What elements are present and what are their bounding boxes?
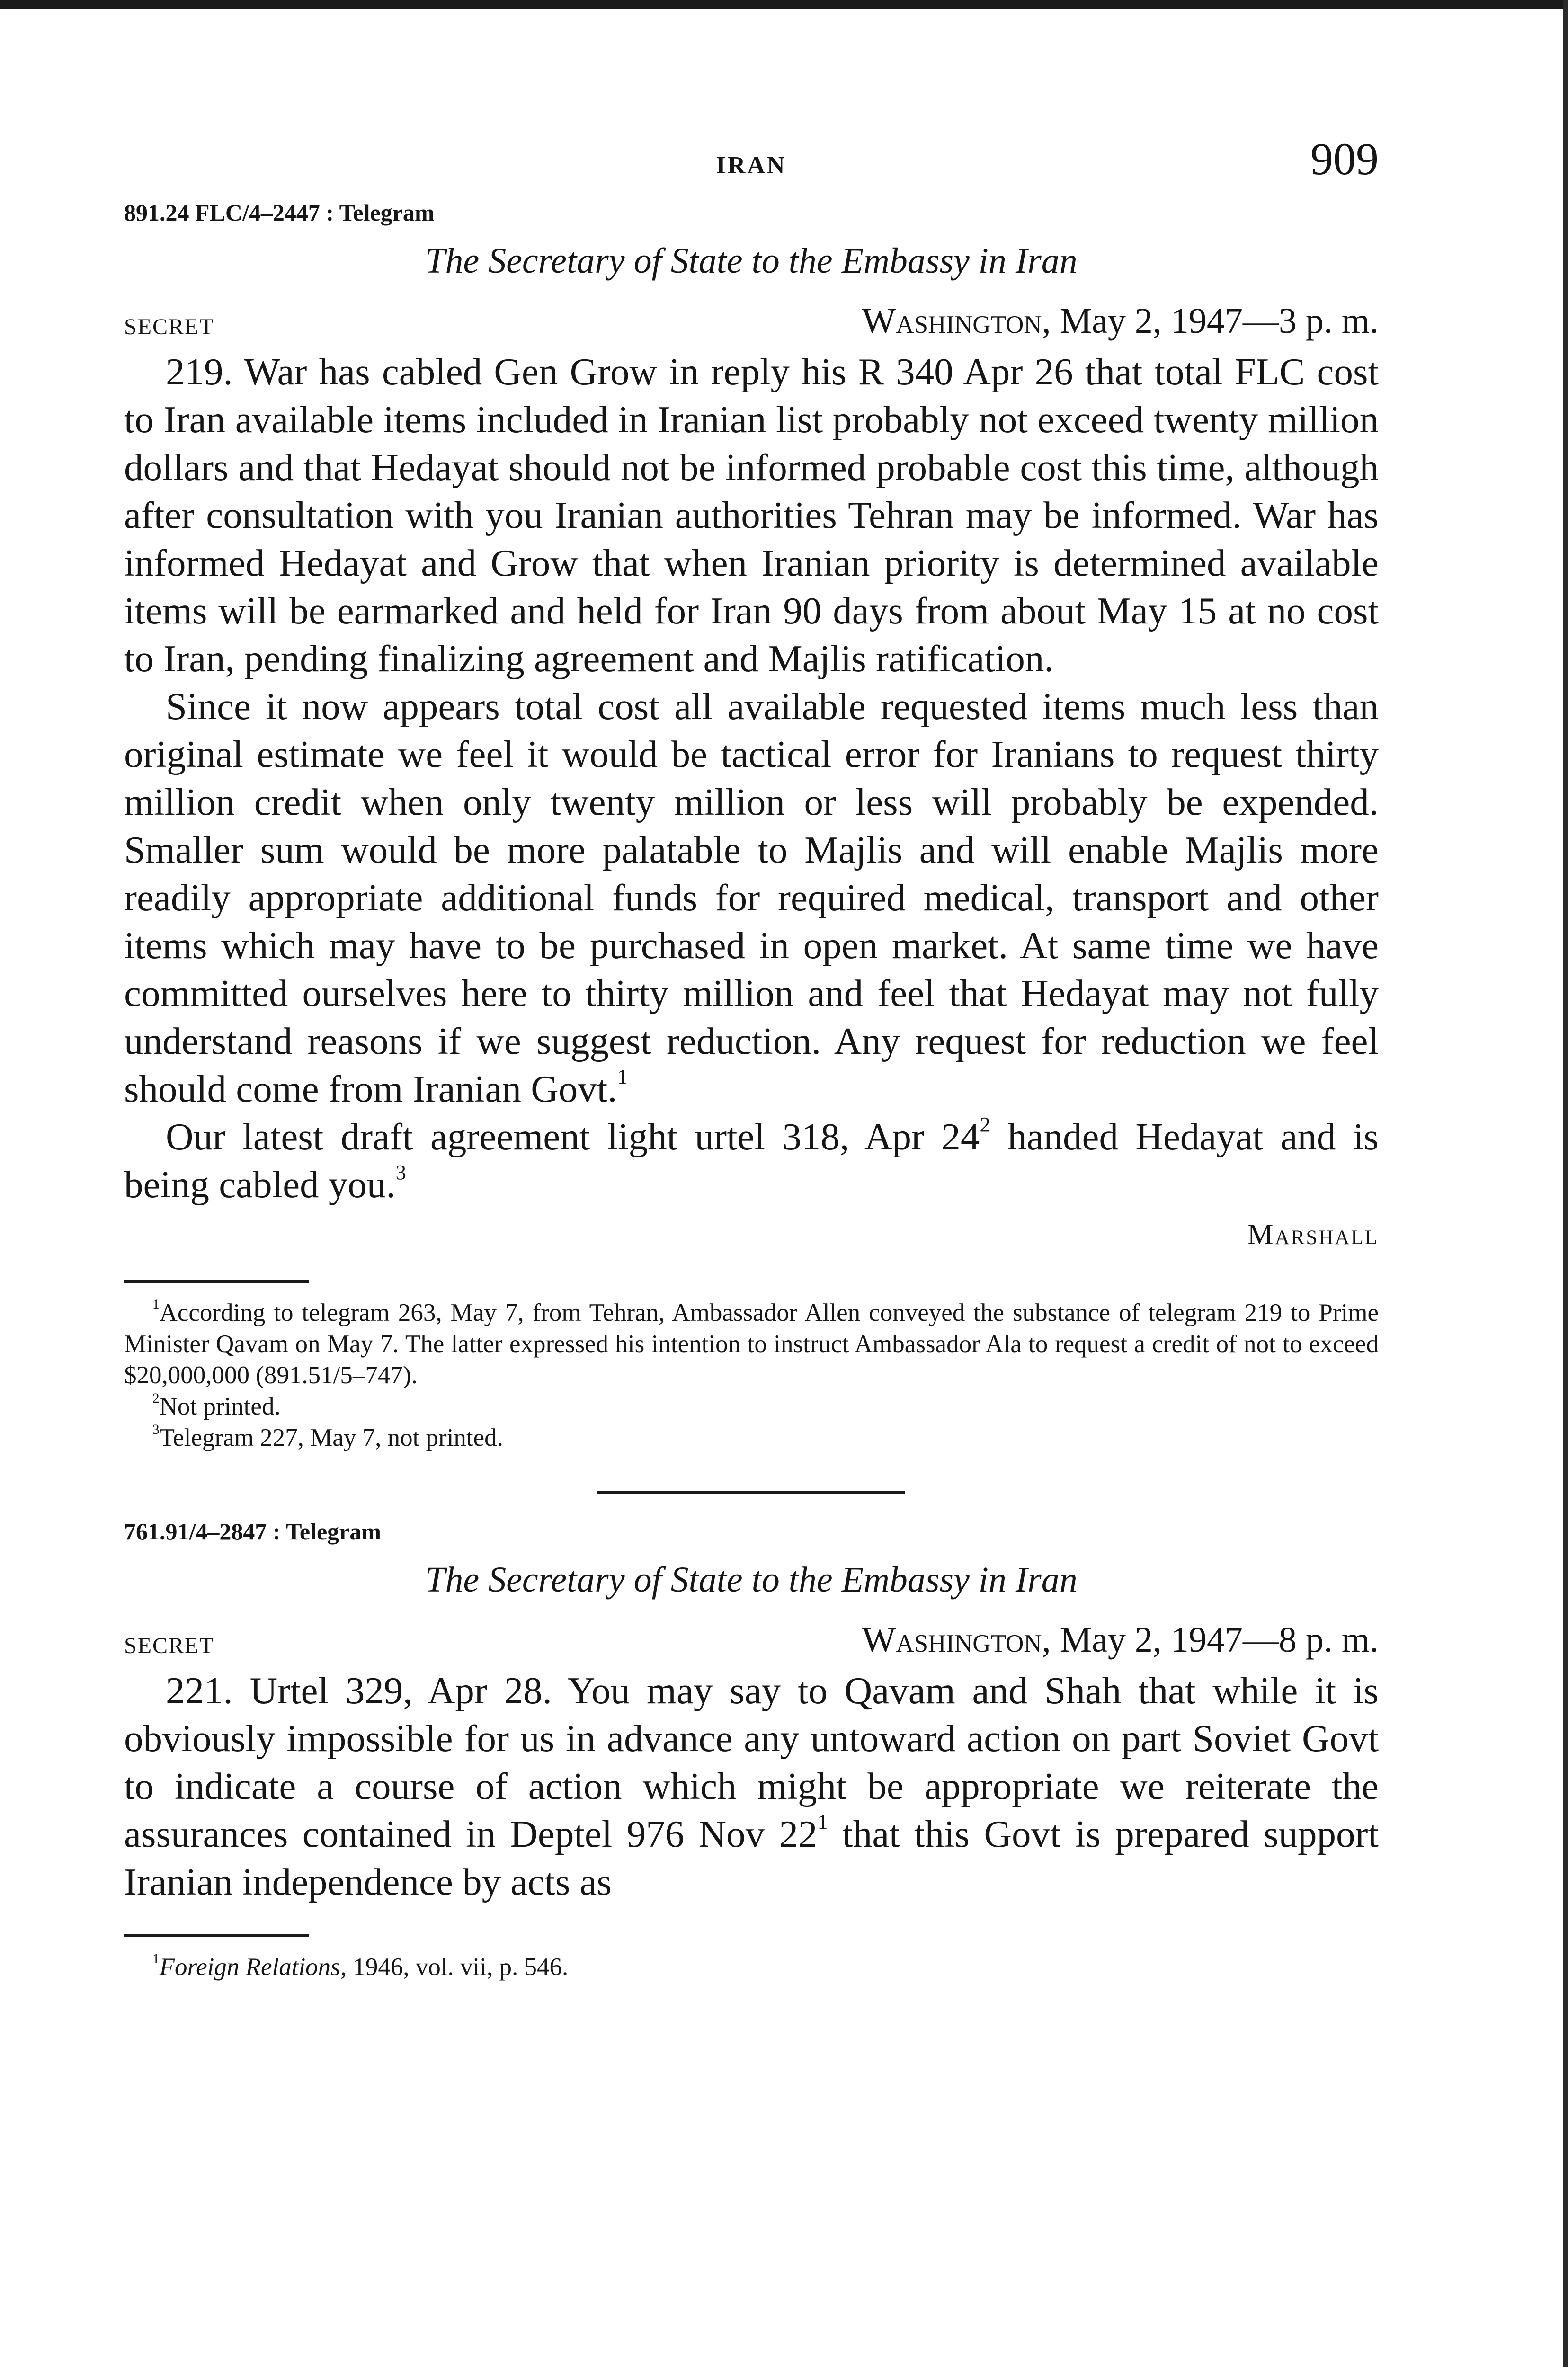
body-paragraph	[124, 1113, 1379, 1209]
file-reference: 761.91/4–2847 : Telegram	[124, 1518, 382, 1545]
scan-right-border	[1563, 0, 1568, 2367]
footnote-text: Not printed.	[159, 1393, 281, 1420]
scan-top-border	[0, 0, 1568, 9]
document-title: The Secretary of State to the Embassy in Iran	[425, 241, 1078, 281]
date: , May 2, 1947—3 p. m.	[1042, 301, 1379, 341]
running-head	[124, 133, 1379, 194]
body-paragraph	[124, 683, 1379, 1113]
section-separator	[597, 1491, 905, 1494]
body-paragraph: 219. War has cabled Gen Grow in reply his R 340 Apr 26 that total FLC cost to Iran available items included in Iranian list probably not exceed twenty million dollars and that Hedayat should not be informed probable cost this time, although after consultation with you Iranian authorities Tehran may be informed. War has informed Hedayat and Grow that when Iranian priority is determined available items will be earmarked and held for Iran 90 days from about May 15 at no cost to Iran, pending finalizing agreement and Majlis ratification.	[124, 350, 1379, 680]
footnote-marker: 1	[817, 1810, 828, 1834]
running-head-title: IRAN	[716, 152, 787, 179]
document-page	[124, 133, 1379, 1983]
place-and-date	[862, 301, 1379, 342]
footnote-text: Telegram 227, May 7, not printed.	[159, 1424, 503, 1451]
paragraph-text: Since it now appears total cost all available requested items much less than original estimate we feel it would be tactical error for Iranians to request thirty million credit when only twenty million or less will probably be expended. Smaller sum would be more palatable to Majlis and will enable Majlis more readily appropriate additional funds for required medical, transport and other items which may have to be purchased in open market. At same time we have committed ourselves here to thirty million and feel that Hedayat may not fully understand reasons if we suggest reduction. Any request for reduction we feel should come from Iranian Govt.	[124, 685, 1379, 1110]
signature: Marshall	[1247, 1219, 1379, 1251]
date: , May 2, 1947—8 p. m.	[1042, 1620, 1379, 1660]
paragraph-text: handed Hedayat and is being cabled you.	[124, 1115, 1379, 1206]
classification-label: SECRET	[124, 314, 214, 339]
footnote-mark: 1	[152, 1951, 160, 1967]
dateline	[124, 301, 1379, 348]
footnote-rule	[124, 1280, 309, 1283]
document-221	[124, 1518, 1379, 1983]
document-219	[124, 199, 1379, 1453]
footnote-text: , 1946, vol. vii, p. 546.	[340, 1953, 569, 1981]
footnote-mark: 1	[152, 1297, 160, 1313]
place: Washington	[862, 1620, 1042, 1660]
footnote	[124, 1297, 1379, 1391]
place-and-date	[862, 1620, 1379, 1661]
footnote-marker: 1	[617, 1065, 628, 1089]
classification-label: SECRET	[124, 1633, 214, 1658]
footnote-mark: 3	[152, 1422, 160, 1438]
footnote-text: According to telegram 263, May 7, from Tehran, Ambassador Allen conveyed the substance of telegram 219 to Prime Minister Qavam on May 7. The latter expressed his intention to instruct Ambassador Ala to request a credit of not to exceed $20,000,000 (891.51/5–747).	[124, 1299, 1379, 1389]
paragraph-text: 221. Urtel 329, Apr 28. You may say to Qavam and Shah that while it is obviously impossible for us in advance any untoward action on part Soviet Govt to indicate a course of action which might be appropriate we reiterate the assurances contained in Deptel 976 Nov 22	[124, 1669, 1379, 1855]
footnote-source-title: Foreign Relations	[159, 1953, 340, 1981]
footnote	[124, 1391, 1379, 1422]
file-reference: 891.24 FLC/4–2447 : Telegram	[124, 199, 435, 226]
paragraph-text: Our latest draft agreement light urtel 318, Apr 24	[166, 1115, 980, 1158]
footnote-mark: 2	[152, 1391, 160, 1406]
footnote-marker: 3	[395, 1160, 406, 1184]
document-title: The Secretary of State to the Embassy in Iran	[425, 1560, 1078, 1600]
footnotes	[124, 1951, 1379, 1983]
footnote-rule	[124, 1934, 309, 1937]
body-paragraph	[124, 1667, 1379, 1906]
footnotes	[124, 1297, 1379, 1453]
footnote	[124, 1951, 1379, 1983]
dateline	[124, 1620, 1379, 1667]
footnote-marker: 2	[980, 1112, 990, 1137]
page-number: 909	[1310, 133, 1379, 184]
footnote	[124, 1422, 1379, 1453]
paragraph-text: that this Govt is prepared support Iranian independence by acts as	[124, 1813, 1379, 1903]
place: Washington	[862, 301, 1042, 341]
